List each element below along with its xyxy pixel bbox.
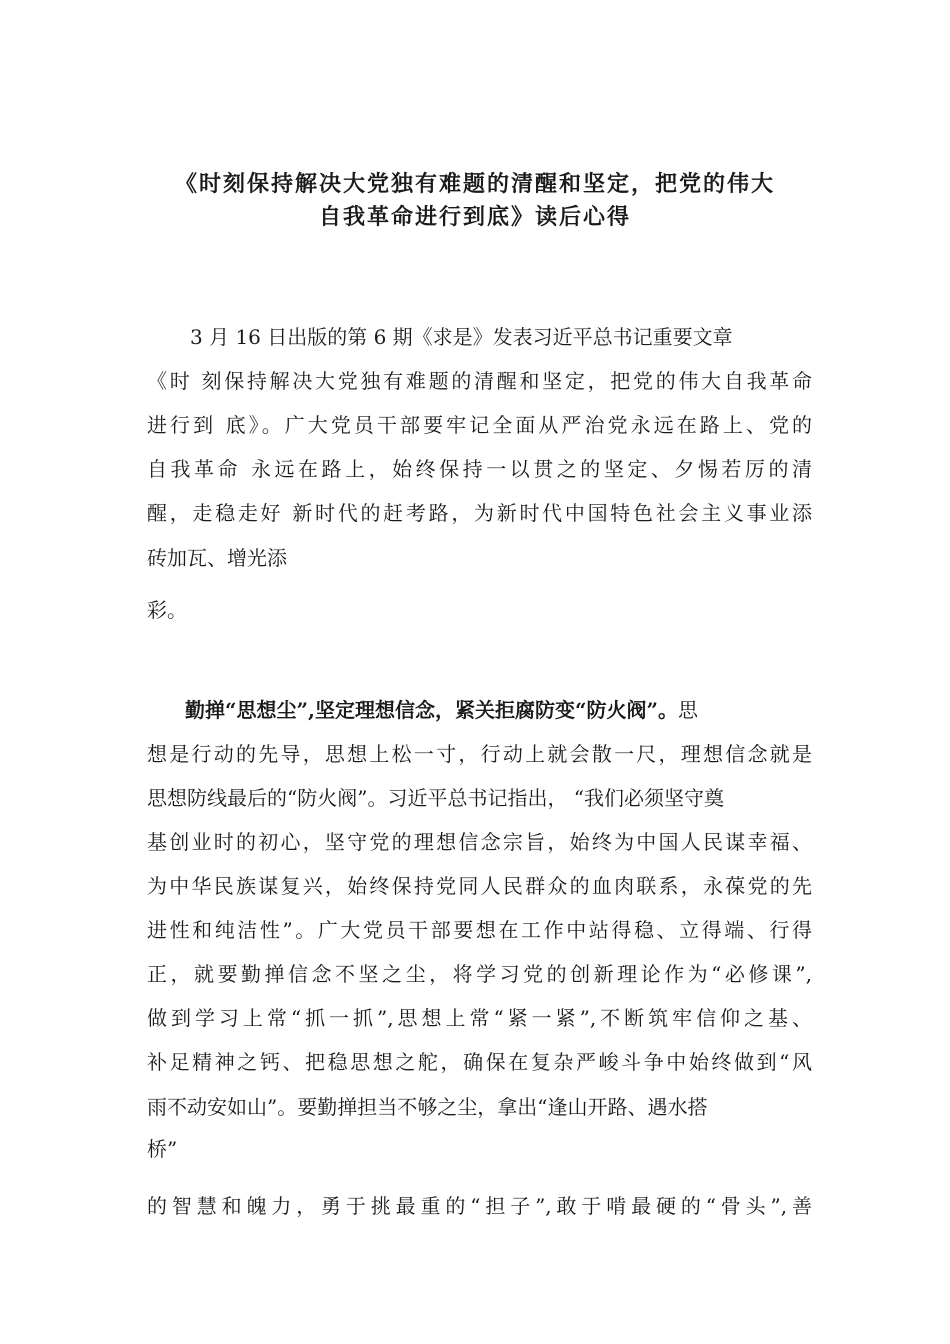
paragraph-2-line-7: 正，就要勤掸信念不坚之尘，将学习党的创新理论作为“必修课”, [147, 962, 812, 986]
document-title-line-2: 自我革命进行到底》读后心得 [318, 204, 631, 230]
paragraph-2-line-12: 的智慧和魄力，勇于挑最重的“担子”,敢于啃最硬的“骨头”,善 [147, 1194, 812, 1218]
paragraph-2-line-8: 做到学习上常“抓一抓”,思想上常“紧一紧”,不断筑牢信仰之基、 [147, 1006, 812, 1030]
paragraph-1-line-4: 自我革命 永远在路上，始终保持一以贯之的坚定、夕惕若厉的清 [147, 457, 812, 481]
paragraph-1-line-7: 彩。 [147, 598, 187, 622]
paragraph-2-line-4: 基创业时的初心，坚守党的理想信念宗旨，始终为中国人民谋幸福、 [147, 830, 812, 854]
paragraph-2-line-2: 想是行动的先导，思想上松一寸，行动上就会散一尺，理想信念就是 [147, 742, 812, 766]
paragraph-1-line-3: 进行到 底》。广大党员干部要牢记全面从严治党永远在路上、党的 [147, 413, 812, 437]
paragraph-2-line-1 [185, 695, 802, 725]
paragraph-2-line-5: 为中华民族谋复兴，始终保持党同人民群众的血肉联系，永葆党的先 [147, 874, 812, 898]
document-title-line-1: 《时刻保持解决大党独有难题的清醒和坚定，把党的伟大 [174, 171, 775, 197]
paragraph-2-line-3: 思想防线最后的“防火阀”。习近平总书记指出， “我们必须坚守奠 [147, 786, 725, 810]
paragraph-2-heading: 勤掸“思想尘”,坚定理想信念，紧关拒腐防变“防火阀”。 [185, 698, 678, 722]
paragraph-1-line-2: 《时 刻保持解决大党独有难题的清醒和坚定，把党的伟大自我革命 [147, 369, 812, 393]
paragraph-2-line-6: 进性和纯洁性”。广大党员干部要想在工作中站得稳、立得端、行得 [147, 918, 812, 942]
paragraph-2-line-10: 雨不动安如山”。要勤掸担当不够之尘，拿出“逢山开路、遇水搭 [147, 1095, 708, 1119]
paragraph-1-line-6: 砖加瓦、增光添 [147, 546, 287, 570]
paragraph-1-line-1: 3 月 16 日出版的第 6 期《求是》发表习近平总书记重要文章 [190, 325, 733, 349]
paragraph-2-line-9: 补足精神之钙、把稳思想之舵，确保在复杂严峻斗争中始终做到“风 [147, 1050, 812, 1074]
paragraph-2-line-1-tail: 思 [677, 698, 698, 722]
paragraph-1-line-5: 醒，走稳走好 新时代的赶考路，为新时代中国特色社会主义事业添 [147, 501, 812, 525]
paragraph-2-line-11: 桥” [147, 1137, 178, 1161]
